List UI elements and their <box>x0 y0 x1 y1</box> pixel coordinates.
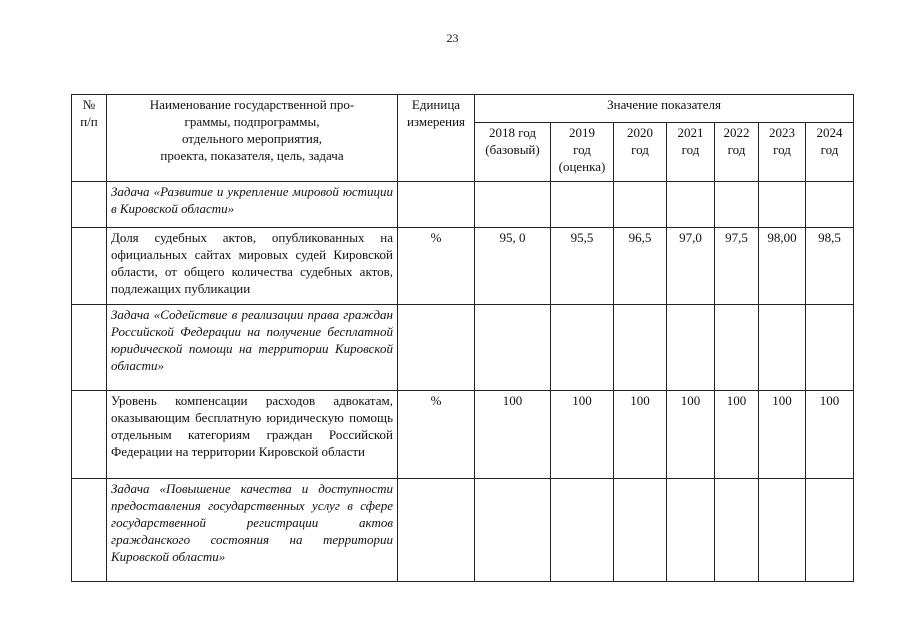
task-name: Задача «Развитие и укрепление мировой юстиции в Кировской области» <box>107 182 398 228</box>
unit-cell <box>398 305 475 391</box>
value-cell <box>614 182 667 228</box>
unit-cell: % <box>398 228 475 305</box>
value-cell <box>715 182 759 228</box>
value-cell: 100 <box>475 391 551 479</box>
row-num <box>72 228 107 305</box>
value-cell: 98,00 <box>759 228 806 305</box>
value-cell <box>667 182 715 228</box>
value-cell: 100 <box>614 391 667 479</box>
value-cell <box>759 305 806 391</box>
unit-cell <box>398 182 475 228</box>
value-cell <box>475 305 551 391</box>
value-cell <box>715 479 759 582</box>
header-year: 2018 год (базовый) <box>475 123 551 182</box>
header-year: 2021 год <box>667 123 715 182</box>
header-year: 2020 год <box>614 123 667 182</box>
value-cell: 98,5 <box>806 228 854 305</box>
value-cell <box>614 305 667 391</box>
unit-cell <box>398 479 475 582</box>
header-name: Наименование государственной про- граммы, подпрограммы, отдельного мероприятия, проекта, показателя, цель, задача <box>107 95 398 182</box>
value-cell <box>551 182 614 228</box>
value-cell: 97,0 <box>667 228 715 305</box>
header-value-group: Значение показателя <box>475 95 854 123</box>
value-cell <box>551 479 614 582</box>
header-year: 2019 год (оценка) <box>551 123 614 182</box>
header-year: 2024 год <box>806 123 854 182</box>
indicators-table <box>71 94 854 582</box>
value-cell: 95,5 <box>551 228 614 305</box>
header-year: 2023 год <box>759 123 806 182</box>
value-cell <box>667 479 715 582</box>
value-cell <box>475 182 551 228</box>
row-num <box>72 182 107 228</box>
unit-cell: % <box>398 391 475 479</box>
value-cell <box>475 479 551 582</box>
indicator-row <box>72 391 854 479</box>
value-cell <box>759 479 806 582</box>
value-cell <box>667 305 715 391</box>
indicator-row <box>72 228 854 305</box>
value-cell <box>759 182 806 228</box>
task-name: Задача «Повышение качества и доступности предоставления государственных услуг в сфере государственной регистрации актов гражданского состояния на территории Кировской области» <box>107 479 398 582</box>
row-num <box>72 305 107 391</box>
task-row <box>72 182 854 228</box>
value-cell <box>715 305 759 391</box>
task-row <box>72 305 854 391</box>
value-cell: 100 <box>715 391 759 479</box>
indicator-name: Уровень компенсации расходов адвокатам, оказывающим бесплатную юридическую помощь отдельным категориям граждан Российской Федерации на территории Кировской области <box>107 391 398 479</box>
page-number: 23 <box>446 31 459 45</box>
value-cell <box>806 305 854 391</box>
header-num: № п/п <box>72 95 107 182</box>
row-num <box>72 391 107 479</box>
value-cell: 100 <box>759 391 806 479</box>
header-unit: Единица измерения <box>398 95 475 182</box>
value-cell: 100 <box>667 391 715 479</box>
value-cell <box>806 182 854 228</box>
task-name: Задача «Содействие в реализации права граждан Российской Федерации на получение бесплатной юридической помощи на территории Кировской области» <box>107 305 398 391</box>
value-cell: 95, 0 <box>475 228 551 305</box>
value-cell: 100 <box>806 391 854 479</box>
value-cell: 100 <box>551 391 614 479</box>
value-cell: 96,5 <box>614 228 667 305</box>
value-cell <box>806 479 854 582</box>
row-num <box>72 479 107 582</box>
value-cell: 97,5 <box>715 228 759 305</box>
header-year: 2022 год <box>715 123 759 182</box>
task-row <box>72 479 854 582</box>
indicator-name: Доля судебных актов, опубликованных на официальных сайтах мировых судей Кировской области, от общего количества судебных актов, подлежащих публикации <box>107 228 398 305</box>
value-cell <box>614 479 667 582</box>
value-cell <box>551 305 614 391</box>
